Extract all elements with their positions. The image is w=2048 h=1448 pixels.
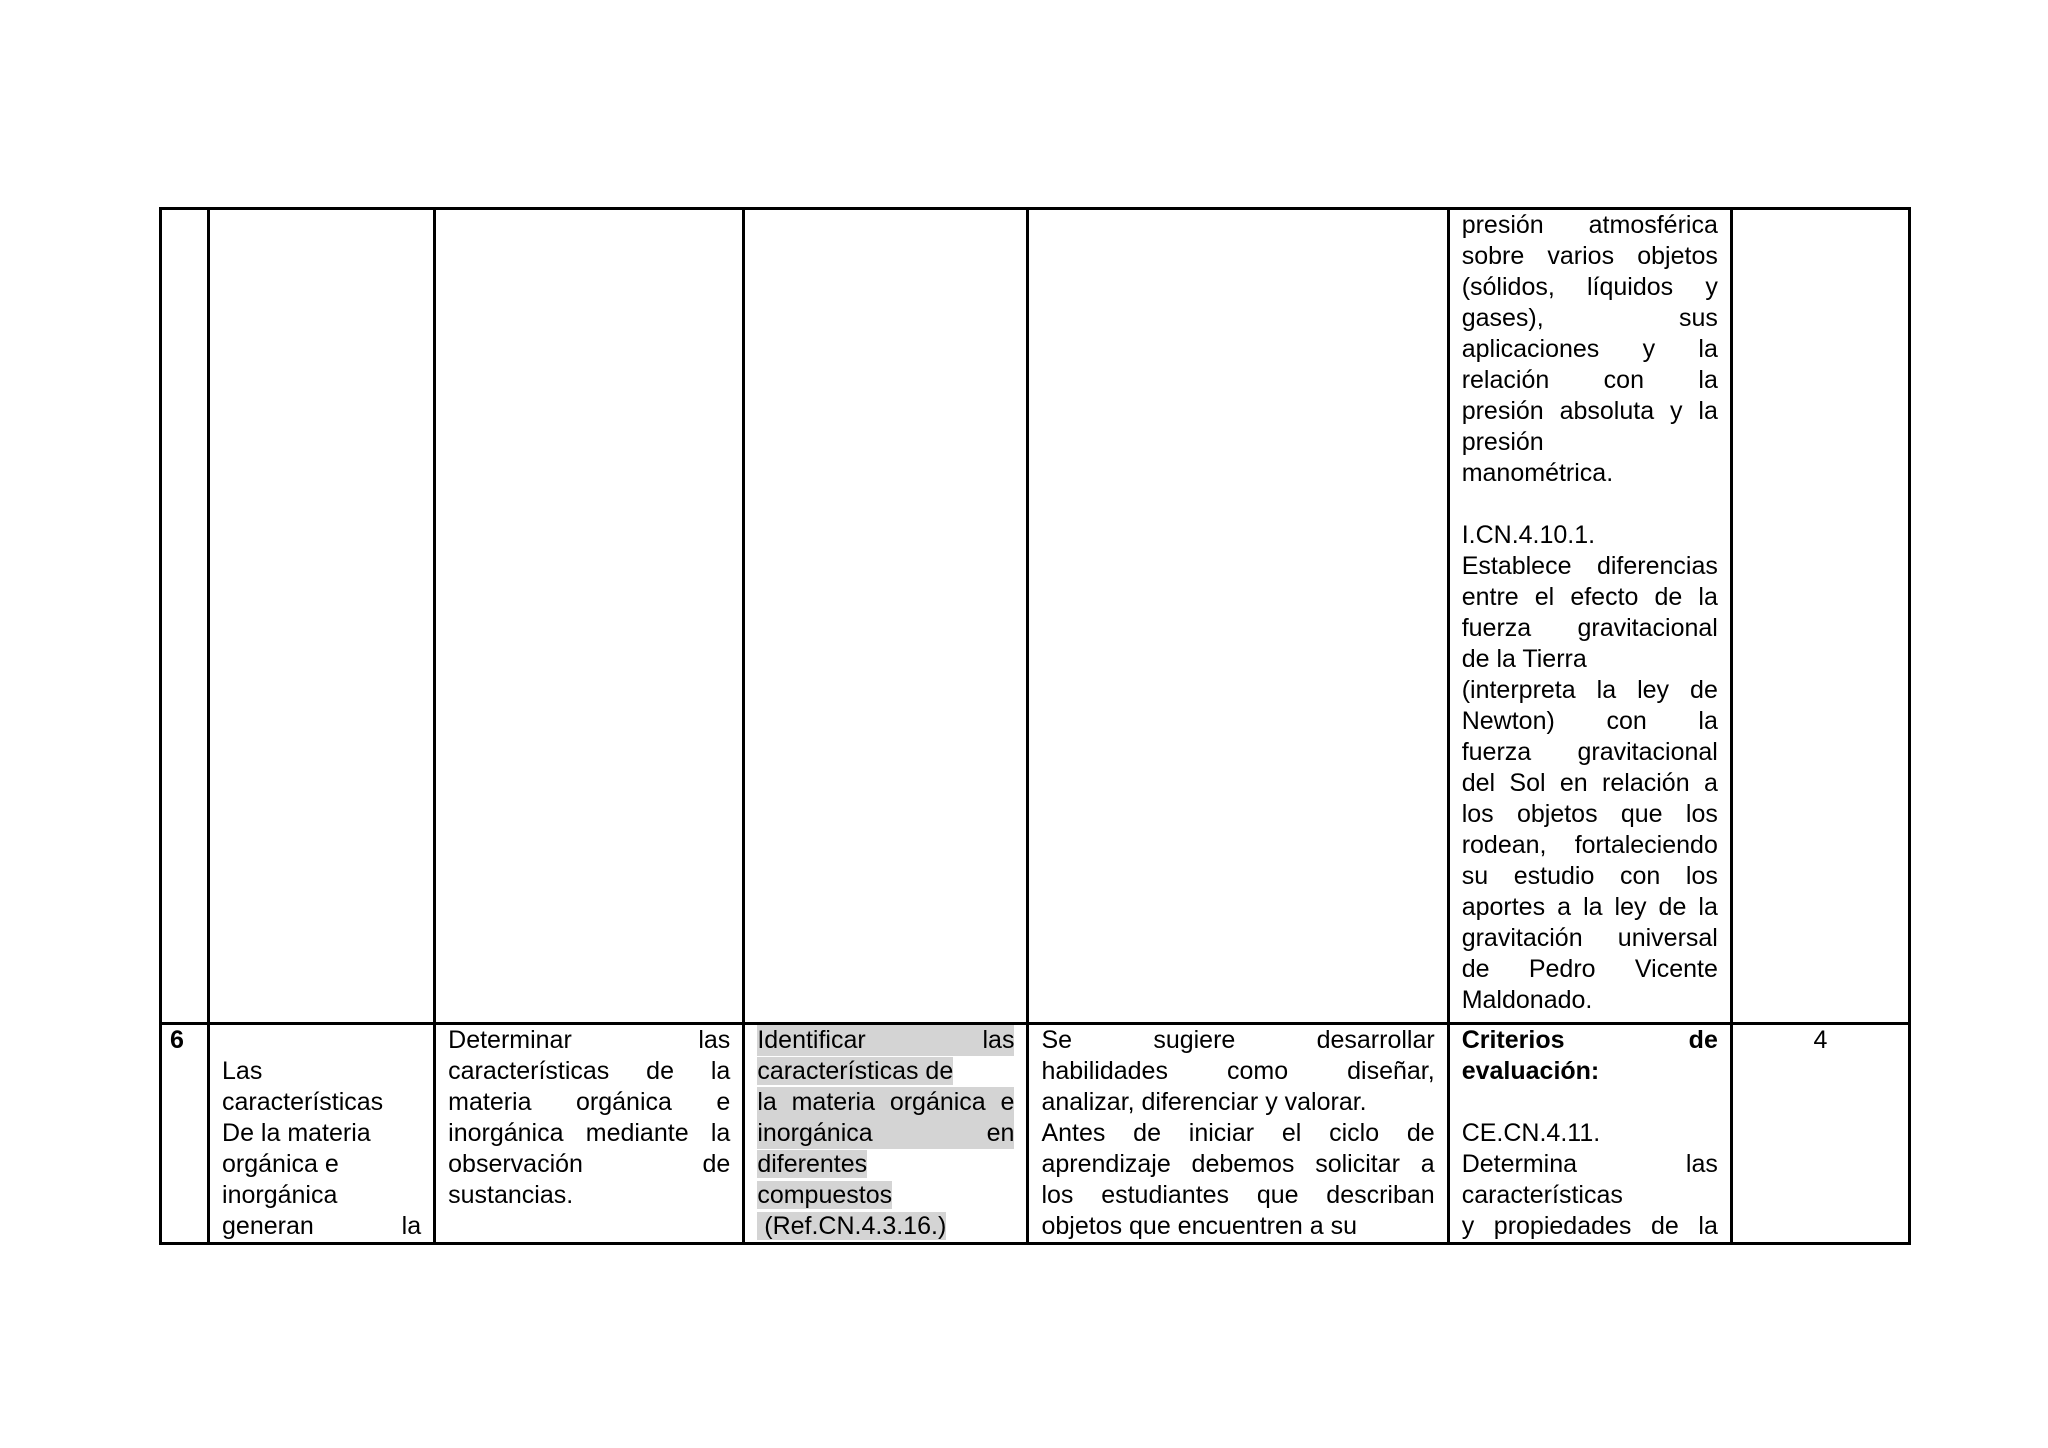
cell-objective [435, 209, 744, 1024]
text-line: características de la [448, 1057, 731, 1085]
cell-evaluation [1448, 1024, 1731, 1244]
cell-weeks [1731, 209, 1909, 1024]
text-line: aplicaciones y la [1461, 335, 1718, 363]
spacer [222, 1025, 421, 1056]
text-line: los estudiantes que describan [1041, 1181, 1435, 1209]
text-line: Las [222, 1057, 263, 1085]
cell-weeks: 4 [1731, 1024, 1909, 1244]
text-line: rodean, fortaleciendo [1461, 831, 1718, 859]
text-line: características [222, 1088, 384, 1116]
highlighted-line [757, 1056, 1014, 1087]
cell-objective [435, 1024, 744, 1244]
text-line: entre el efecto de la [1461, 583, 1718, 611]
text-line: observación de [448, 1150, 731, 1178]
text-line: inorgánica mediante la [448, 1119, 731, 1147]
text-line: Determina las [1461, 1150, 1718, 1178]
text-line: sobre varios objetos [1461, 242, 1718, 270]
cell-methodology [1028, 209, 1448, 1024]
text-line: de la Tierra [1461, 645, 1587, 673]
text-line: aportes a la ley de la [1461, 893, 1718, 921]
text-line: del Sol en relación a [1461, 769, 1718, 797]
text-line: (sólidos, líquidos y [1461, 273, 1718, 301]
text-line: analizar, diferenciar y valorar. [1041, 1088, 1367, 1116]
text-line: orgánica e [222, 1150, 339, 1178]
highlighted-line [757, 1180, 1014, 1211]
text-line: Maldonado. [1461, 986, 1593, 1014]
text-line: Determinar las [448, 1026, 731, 1054]
highlighted-line: la materia orgánica e [757, 1088, 1015, 1116]
criteria-heading: evaluación: [1461, 1057, 1600, 1085]
spacer [1462, 1087, 1718, 1118]
text-line: habilidades como diseñar, [1041, 1057, 1435, 1085]
text-line: presión [1461, 428, 1544, 456]
text-line: su estudio con los [1461, 862, 1718, 890]
text-line: gases), sus [1461, 304, 1718, 332]
text-line: de Pedro Vicente [1461, 955, 1718, 983]
criteria-code: CE.CN.4.11. [1461, 1119, 1601, 1147]
text-line: manométrica. [1461, 459, 1614, 487]
cell-evaluation [1448, 209, 1731, 1024]
cell-topic [209, 209, 435, 1024]
text-line: inorgánica [222, 1181, 338, 1209]
highlighted-text: características de [757, 1057, 954, 1085]
highlighted-text: compuestos [757, 1181, 893, 1209]
highlighted-line [757, 1211, 1014, 1242]
text-line: relación con la [1461, 366, 1718, 394]
highlighted-text: diferentes [757, 1150, 868, 1178]
text-line: Se sugiere desarrollar [1041, 1026, 1435, 1054]
cell-skill [744, 1024, 1028, 1244]
cell-topic [209, 1024, 435, 1244]
text-line: y propiedades de la [1461, 1212, 1718, 1240]
highlighted-line: Identificar las [757, 1026, 1015, 1054]
curriculum-plan-table [159, 207, 1911, 1245]
text-line: los objetos que los [1461, 800, 1718, 828]
skill-reference: (Ref.CN.4.3.16.) [757, 1212, 947, 1240]
text-line: De la materia [222, 1119, 371, 1147]
text-line: generan la [222, 1212, 422, 1240]
text-line: sustancias. [448, 1181, 574, 1209]
highlighted-line: inorgánica en [757, 1119, 1015, 1147]
text-line: Establece diferencias [1461, 552, 1718, 580]
cell-methodology [1028, 1024, 1448, 1244]
text-line: (interpreta la ley de [1461, 676, 1718, 704]
table-row-6 [161, 1024, 1910, 1244]
text-line: Newton) con la [1461, 707, 1718, 735]
text-line: aprendizaje debemos solicitar a [1041, 1150, 1435, 1178]
cell-number [161, 209, 209, 1024]
text-line: Antes de iniciar el ciclo de [1041, 1119, 1435, 1147]
row-number: 6 [161, 1024, 209, 1244]
text-line: presión absoluta y la [1461, 397, 1718, 425]
text-line: objetos que encuentren a su [1041, 1212, 1357, 1240]
criteria-heading: Criterios de [1461, 1026, 1718, 1054]
highlighted-line [757, 1149, 1014, 1180]
text-line: características [1461, 1181, 1623, 1209]
text-line: fuerza gravitacional [1461, 614, 1718, 642]
text-line: materia orgánica e [448, 1088, 731, 1116]
text-line: fuerza gravitacional [1461, 738, 1718, 766]
table-row-continued [161, 209, 1910, 1024]
cell-skill [744, 209, 1028, 1024]
text-line: presión atmosférica [1461, 211, 1718, 239]
indicator-code: I.CN.4.10.1. [1461, 521, 1596, 549]
text-line: gravitación universal [1461, 924, 1718, 952]
spacer [1462, 489, 1718, 520]
